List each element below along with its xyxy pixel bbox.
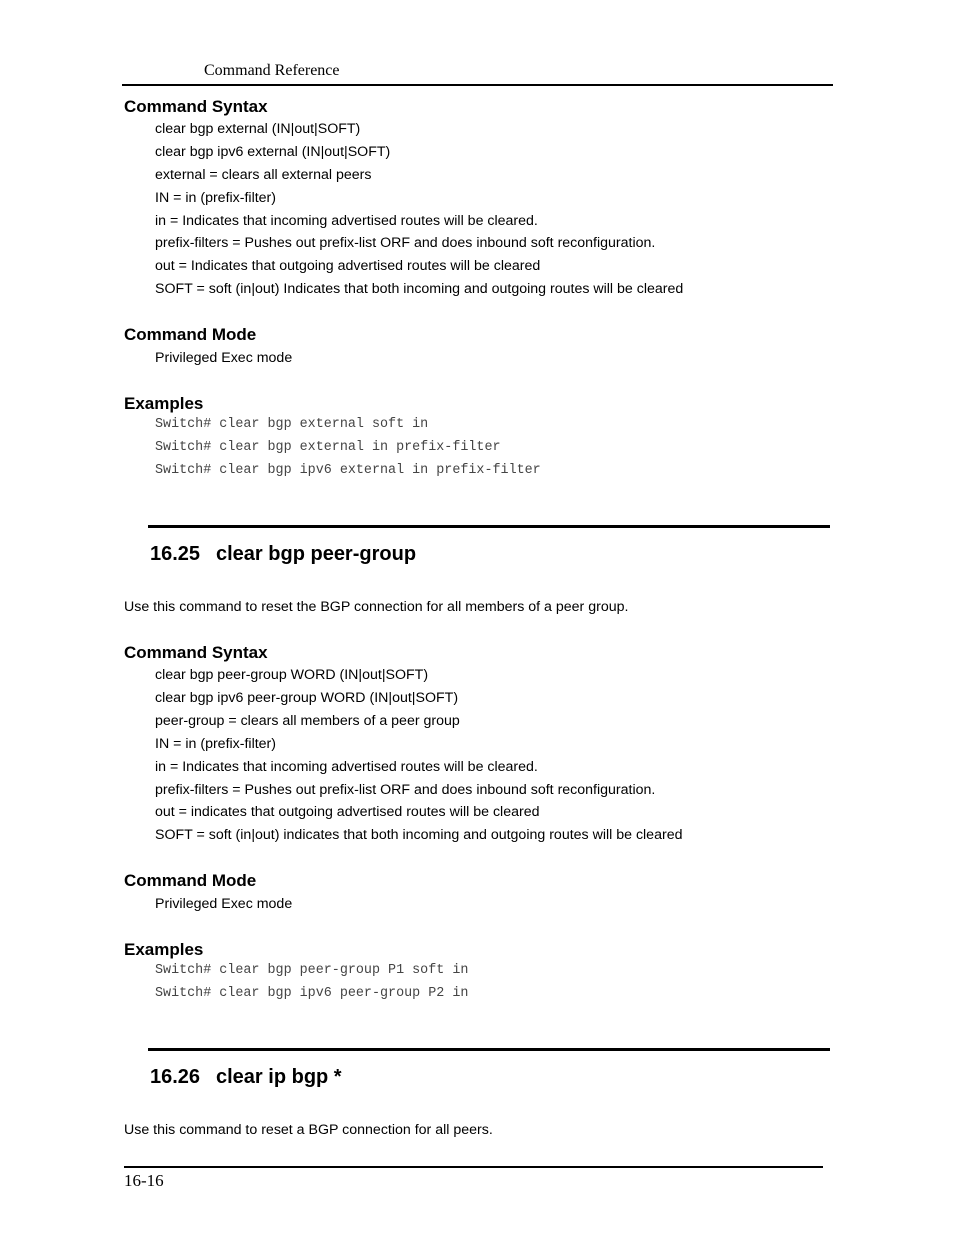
example-code-line: Switch# clear bgp ipv6 external in prefix-filter (155, 463, 541, 478)
header-rule (122, 84, 833, 86)
syntax-line: in = Indicates that incoming advertised routes will be cleared. (155, 213, 538, 229)
syntax-line: SOFT = soft (in|out) Indicates that both incoming and outgoing routes will be cleared (155, 281, 684, 297)
syntax-line: in = Indicates that incoming advertised routes will be cleared. (155, 759, 538, 775)
syntax-heading: Command Syntax (124, 643, 268, 662)
section-description: Use this command to reset a BGP connection for all peers. (124, 1122, 493, 1138)
section-description: Use this command to reset the BGP connection for all members of a peer group. (124, 599, 629, 615)
syntax-line: clear bgp peer-group WORD (IN|out|SOFT) (155, 667, 429, 683)
page-number: 16-16 (124, 1171, 164, 1190)
syntax-line: clear bgp ipv6 peer-group WORD (IN|out|SOFT) (155, 690, 459, 706)
syntax-line: prefix-filters = Pushes out prefix-list ORF and does inbound soft reconfiguration. (155, 235, 656, 251)
syntax-line: external = clears all external peers (155, 167, 372, 183)
syntax-line: out = indicates that outgoing advertised routes will be cleared (155, 804, 540, 820)
example-code-line: Switch# clear bgp peer-group P1 soft in (155, 963, 469, 978)
mode-heading: Command Mode (124, 871, 257, 890)
section-title: clear ip bgp * (216, 1066, 342, 1088)
section-heading-16-25 (150, 542, 416, 566)
syntax-line: IN = in (prefix-filter) (155, 190, 277, 206)
section-number: 16.25 (150, 543, 201, 565)
syntax-line: SOFT = soft (in|out) indicates that both incoming and outgoing routes will be cleared (155, 827, 683, 843)
syntax-line: clear bgp ipv6 external (IN|out|SOFT) (155, 144, 391, 160)
mode-heading: Command Mode (124, 325, 257, 344)
examples-heading: Examples (124, 394, 204, 413)
section-rule (148, 1048, 830, 1051)
footer-rule (124, 1166, 823, 1168)
section-rule (148, 525, 830, 528)
example-code-line: Switch# clear bgp external soft in (155, 417, 429, 432)
syntax-line: clear bgp external (IN|out|SOFT) (155, 121, 361, 137)
example-code-line: Switch# clear bgp ipv6 peer-group P2 in (155, 986, 469, 1001)
syntax-line: IN = in (prefix-filter) (155, 736, 277, 752)
examples-heading: Examples (124, 940, 204, 959)
mode-text: Privileged Exec mode (155, 350, 293, 366)
section-title: clear bgp peer-group (216, 543, 417, 565)
mode-text: Privileged Exec mode (155, 896, 293, 912)
section-number: 16.26 (150, 1066, 201, 1088)
syntax-line: prefix-filters = Pushes out prefix-list ORF and does inbound soft reconfiguration. (155, 782, 656, 798)
syntax-line: peer-group = clears all members of a peer group (155, 713, 460, 729)
example-code-line: Switch# clear bgp external in prefix-filter (155, 440, 501, 455)
syntax-heading: Command Syntax (124, 97, 268, 116)
running-header: Command Reference (204, 62, 340, 79)
section-heading-16-26 (150, 1065, 342, 1089)
syntax-line: out = Indicates that outgoing advertised routes will be cleared (155, 258, 541, 274)
